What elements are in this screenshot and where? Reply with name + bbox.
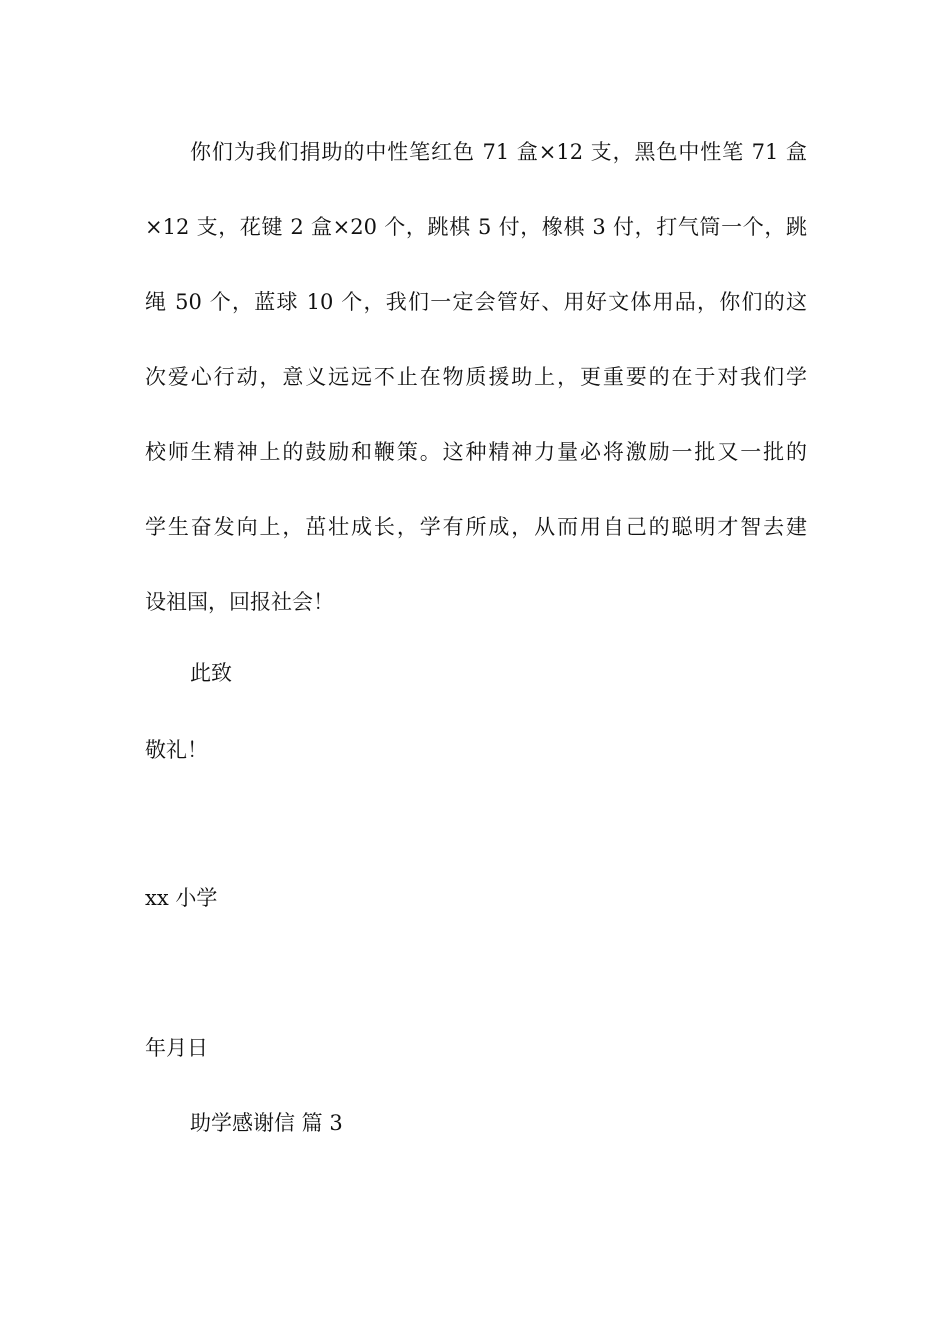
paragraph-line-6: 学生奋发向上，茁壮成长，学有所成，从而用自己的聪明才智去建 [145, 515, 807, 539]
paragraph-line-1: 你们为我们捐助的中性笔红色 71 盒×12 支，黑色中性笔 71 盒 [190, 140, 807, 164]
signature-date: 年月日 [145, 1036, 208, 1060]
paragraph-line-2: ×12 支，花键 2 盒×20 个，跳棋 5 付，橡棋 3 付，打气筒一个，跳 [145, 215, 807, 239]
paragraph-line-7: 设祖国，回报社会！ [145, 590, 334, 614]
paragraph-line-4: 次爱心行动，意义远远不止在物质援助上，更重要的在于对我们学 [145, 365, 807, 389]
signature-school: xx 小学 [145, 886, 218, 910]
closing-greeting: 此致 [190, 661, 232, 685]
next-letter-heading: 助学感谢信 篇 3 [190, 1111, 343, 1135]
closing-salute: 敬礼！ [145, 738, 208, 762]
paragraph-line-3: 绳 50 个，蓝球 10 个，我们一定会管好、用好文体用品，你们的这 [145, 290, 807, 314]
paragraph-line-5: 校师生精神上的鼓励和鞭策。这种精神力量必将激励一批又一批的 [145, 440, 807, 464]
